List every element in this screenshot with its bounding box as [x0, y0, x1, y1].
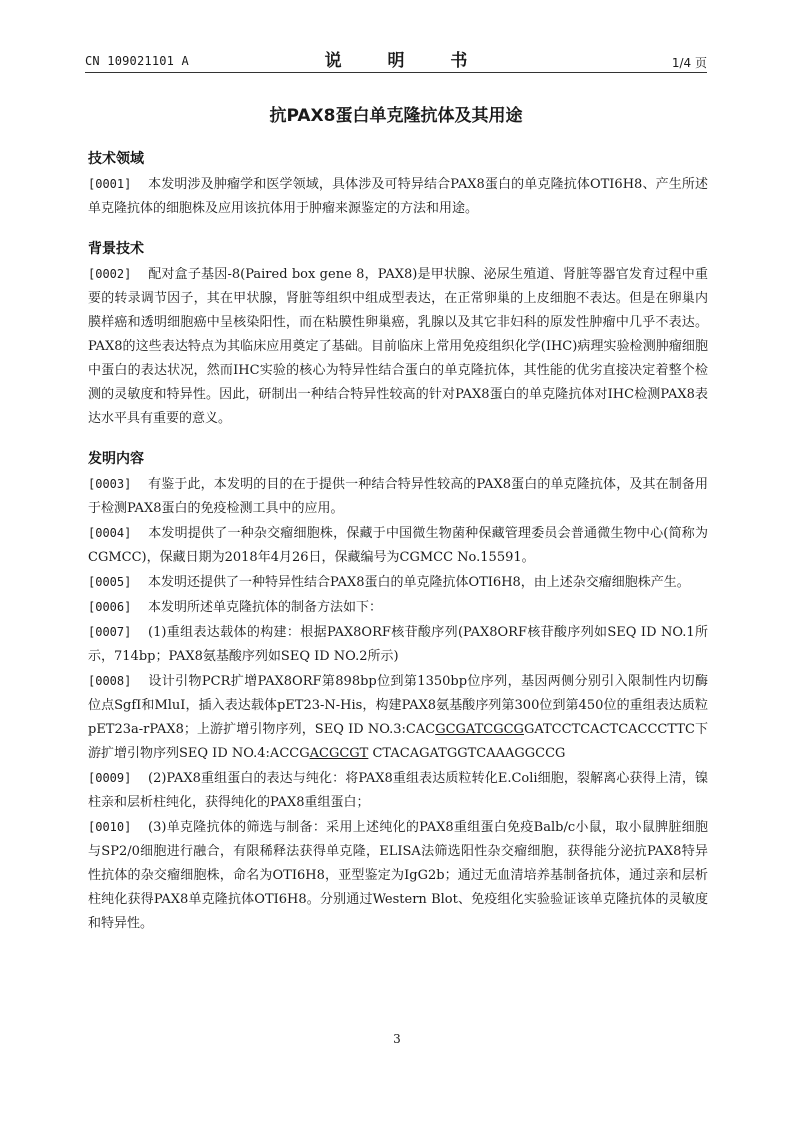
- paragraph-text: 配对盒子基因-8(Paired box gene 8，PAX8)是甲状腺、泌尿生殖道、肾脏等器官发育过程中重要的转录调节因子，其在甲状腺，肾脏等组织中组成型表达，在正常卵巢的上皮细胞不表达。但是在卵巢内膜样癌和透明细胞癌中呈核染阳性，而在粘膜性卵巢癌，乳腺以及其它非妇科的原发性肿瘤中几乎不表达。PAX8的这些表达特点为其临床应用奠定了基础。目前临床上常用免疫组织化学(IHC)病理实验检测肿瘤细胞中蛋白的表达状况，然而IHC实验的核心为特异性结合蛋白的单克隆抗体，其性能的优劣直接决定着整个检测的灵敏度和特异性。因此，研制出一种结合特异性较高的针对PAX8蛋白的单克隆抗体对IHC检测PAX8表达水平具有重要的意义。: [88, 267, 708, 426]
- page-header: [85, 42, 707, 73]
- paragraph-0009: [88, 766, 708, 815]
- paragraph-text: 本发明提供了一种杂交瘤细胞株，保藏于中国微生物菌种保藏管理委员会普通微生物中心(简称为CGMCC)，保藏日期为2018年4月26日，保藏编号为CGMCC No.15591。: [88, 526, 708, 565]
- paragraph-text-end: CTACAGATGGTCAAAGGCCG: [368, 746, 566, 761]
- section-heading-tech-field: 技术领域: [88, 151, 144, 167]
- page-indicator: 1/4 页: [671, 56, 707, 70]
- paragraph-0005: [88, 570, 708, 595]
- paragraph-number: [0001]: [88, 177, 132, 191]
- paragraph-number: [0003]: [88, 477, 132, 491]
- paragraph-number: [0002]: [88, 267, 132, 281]
- paragraph-number: [0009]: [88, 771, 132, 785]
- sgfi-site-sequence: GCGATCGCG: [435, 722, 524, 737]
- paragraph-number: [0007]: [88, 625, 132, 639]
- mlui-site-sequence: ACGCGT: [309, 746, 369, 761]
- paragraph-0004: [88, 521, 708, 570]
- paragraph-0001: [88, 172, 708, 221]
- paragraph-text: (2)PAX8重组蛋白的表达与纯化：将PAX8重组表达质粒转化E.Coli细胞，裂解离心获得上清，镍柱亲和层析柱纯化，获得纯化的PAX8重组蛋白；: [88, 771, 708, 810]
- paragraph-text: 本发明所述单克隆抗体的制备方法如下：: [148, 600, 383, 615]
- document-title: 抗PAX8蛋白单克隆抗体及其用途: [269, 106, 523, 126]
- paragraph-number: [0006]: [88, 600, 132, 614]
- paragraph-text: 有鉴于此，本发明的目的在于提供一种结合特异性较高的PAX8蛋白的单克隆抗体，及其在制备用于检测PAX8蛋白的免疫检测工具中的应用。: [88, 477, 708, 516]
- paragraph-text: 设计引物PCR扩增PAX8ORF第898bp位到第1350bp位序列，基因两侧分别引入限制性内切酶位点SgfI和MluI，插入表达载体pET23-N-His，构建PAX8氨基酸序列第300位到第450位的重组表达质粒pET23a-rPAX8；上游扩增引物序列，SEQ ID NO.3:CAC: [88, 674, 708, 737]
- section-heading-invention: 发明内容: [88, 451, 144, 467]
- paragraph-0007: [88, 620, 708, 669]
- paragraph-0010: [88, 815, 708, 936]
- paragraph-text: (1)重组表达载体的构建：根据PAX8ORF核苷酸序列(PAX8ORF核苷酸序列如SEQ ID NO.1所示，714bp；PAX8氨基酸序列如SEQ ID NO.2所示): [88, 625, 708, 664]
- paragraph-text-continued: GATCCTCACTCACCCTTC下游扩增引物序列SEQ ID NO.4:ACCG: [88, 722, 708, 761]
- paragraph-number: [0004]: [88, 526, 132, 540]
- paragraph-number: [0010]: [88, 820, 132, 834]
- document-type: 说 明 书: [324, 51, 488, 71]
- paragraph-0002: [88, 262, 708, 431]
- paragraph-0006: [88, 595, 708, 620]
- paragraph-0008: [88, 669, 708, 766]
- paragraph-text: 本发明涉及肿瘤学和医学领域，具体涉及可特异结合PAX8蛋白的单克隆抗体OTI6H8、产生所述单克隆抗体的细胞株及应用该抗体用于肿瘤来源鉴定的方法和用途。: [88, 177, 708, 216]
- paragraph-text: 本发明还提供了一种特异性结合PAX8蛋白的单克隆抗体OTI6H8，由上述杂交瘤细胞株产生。: [148, 575, 690, 590]
- paragraph-text: (3)单克隆抗体的筛选与制备：采用上述纯化的PAX8重组蛋白免疫Balb/c小鼠，取小鼠脾脏细胞与SP2/0细胞进行融合，有限稀释法获得单克隆，ELISA法筛选阳性杂交瘤细胞，获得能分泌抗PAX8特异性抗体的杂交瘤细胞株，命名为OTI6H8，亚型鉴定为IgG2b；通过无血清培养基制备抗体，通过亲和层析柱纯化获得PAX8单克隆抗体OTI6H8。分别通过Western Blot、免疫组化实验验证该单克隆抗体的灵敏度和特异性。: [88, 820, 708, 931]
- paragraph-0003: [88, 472, 708, 521]
- section-heading-background: 背景技术: [88, 241, 144, 257]
- paragraph-number: [0008]: [88, 674, 132, 688]
- patent-number: CN 109021101 A: [85, 54, 189, 68]
- document-body: [88, 150, 708, 936]
- page-number: 3: [393, 1032, 401, 1046]
- paragraph-number: [0005]: [88, 575, 132, 589]
